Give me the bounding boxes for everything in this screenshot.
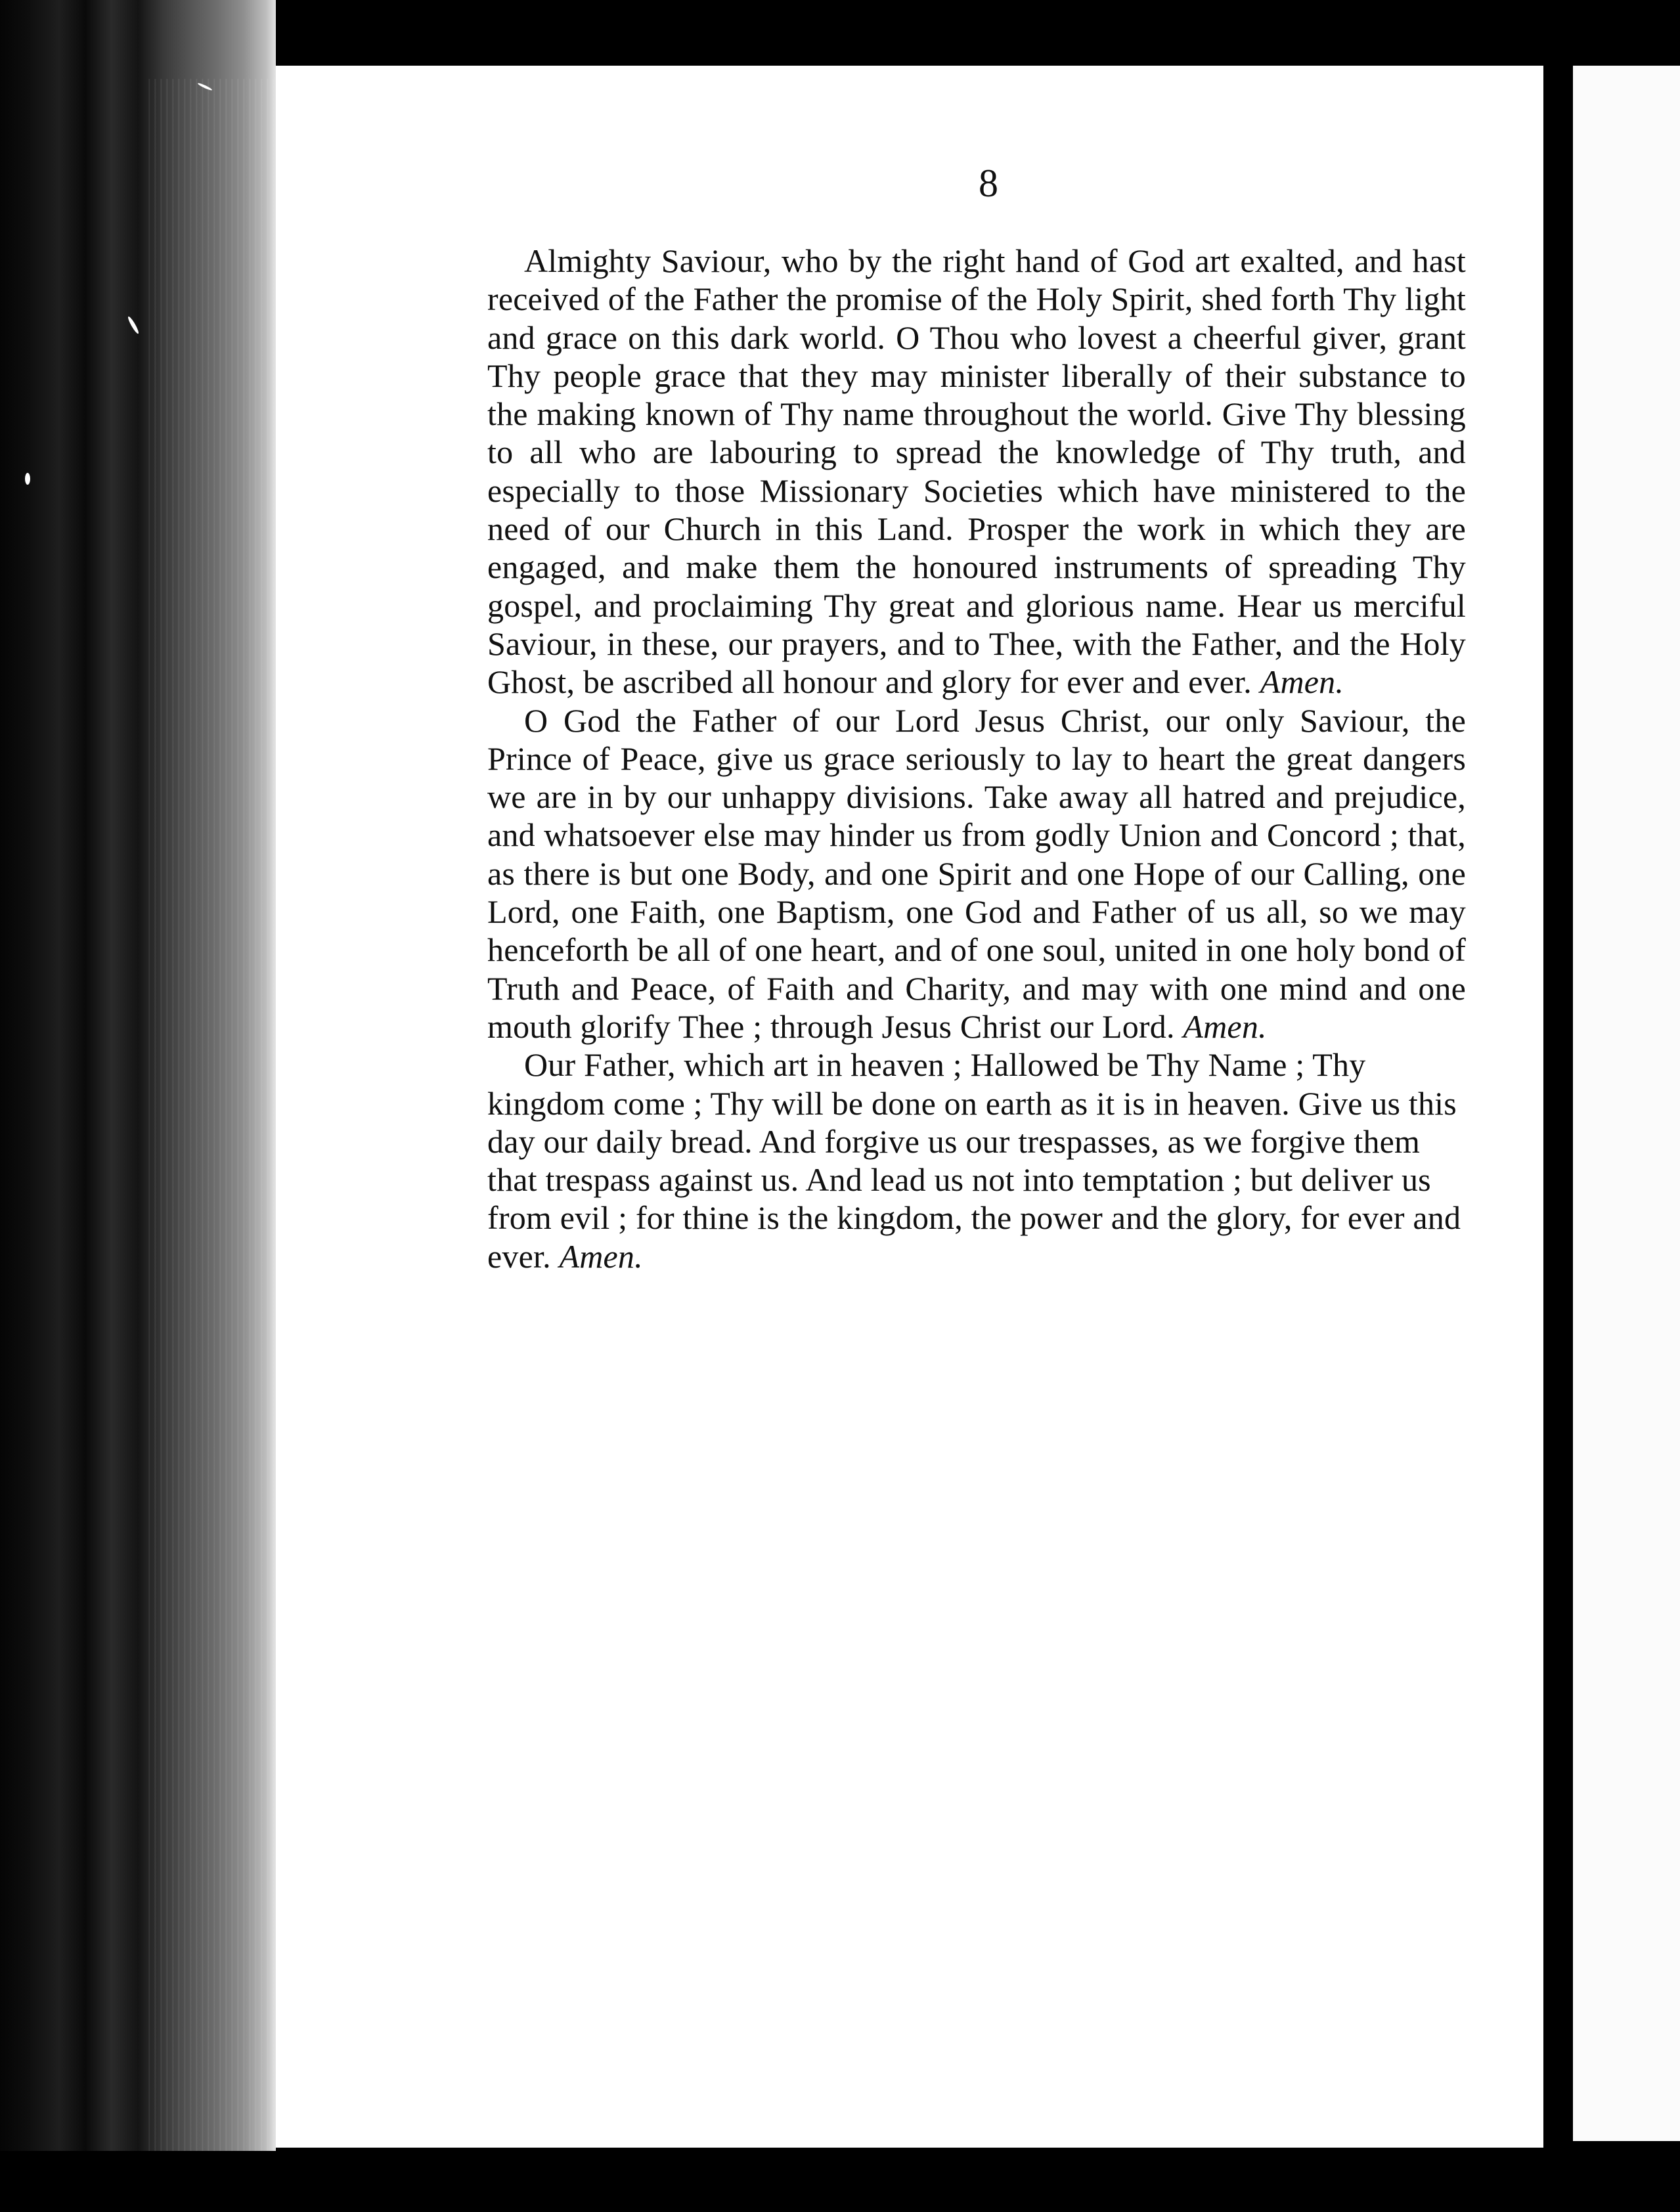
page-number: 8 <box>979 162 998 205</box>
paragraph-text: Almighty Saviour, who by the right hand of God art exalted, and hast received of the Father the promise of the Holy Spirit, shed forth Thy light and grace on this dark world. O Thou who lovest a cheerful giver, grant Thy people grace that they may minister liberally of their substance to the making known of Thy name throughout the world. Give Thy blessing to all who are labouring to spread the knowledge of Thy truth, and especially to those Missionary Societies which have ministered to the need of our Church in this Land. Prosper the work in which they are engaged, and make them the honoured instruments of spreading Thy gospel, and proclaiming Thy great and glorious name. Hear us merciful Saviour, in these, our prayers, and to Thee, with the Father, and the Holy Ghost, be ascribed all honour and glory for ever and ever. <box>487 242 1466 701</box>
scan-top-border <box>276 0 1680 66</box>
prayer-paragraph-missions <box>487 242 1466 701</box>
paragraph-text: O God the Father of our Lord Jesus Christ, our only Saviour, the Prince of Peace, give us grace seriously to lay to heart the great dangers we are in by our unhappy divisions. Take away all hatred and prejudice, and whatsoever else may hinder us from godly Union and Concord ; that, as there is but one Body, and one Spirit and one Hope of our Calling, one Lord, one Faith, one Baptism, one God and Father of us all, so we may henceforth be all of one heart, and of one soul, united in one holy bond of Truth and Peace, of Faith and Charity, and may with one mind and one mouth glorify Thee ; through Jesus Christ our Lord. <box>487 701 1466 1045</box>
prayer-paragraph-unity <box>487 701 1466 1046</box>
amen-label: Amen. <box>1260 663 1344 701</box>
next-page-sliver <box>1573 66 1680 2141</box>
amen-label: Amen. <box>559 1237 643 1275</box>
page-leaf-edges <box>144 79 276 2154</box>
scan-speck <box>25 473 30 485</box>
prayer-text-block <box>487 242 1466 1275</box>
scan-bottom-border <box>0 2151 1680 2212</box>
prayer-paragraph-lords-prayer <box>487 1046 1466 1275</box>
amen-label: Amen. <box>1183 1007 1267 1045</box>
paragraph-text: Our Father, which art in heaven ; Hallowed be Thy Name ; Thy kingdom come ; Thy will be done on earth as it is in heaven. Give us this day our daily bread. And forgive us our trespasses, as we forgive them that trespass against us. And lead us not into temptation ; but deliver us from evil ; for thine is the kingdom, the power and the glory, for ever and ever. <box>487 1046 1461 1275</box>
